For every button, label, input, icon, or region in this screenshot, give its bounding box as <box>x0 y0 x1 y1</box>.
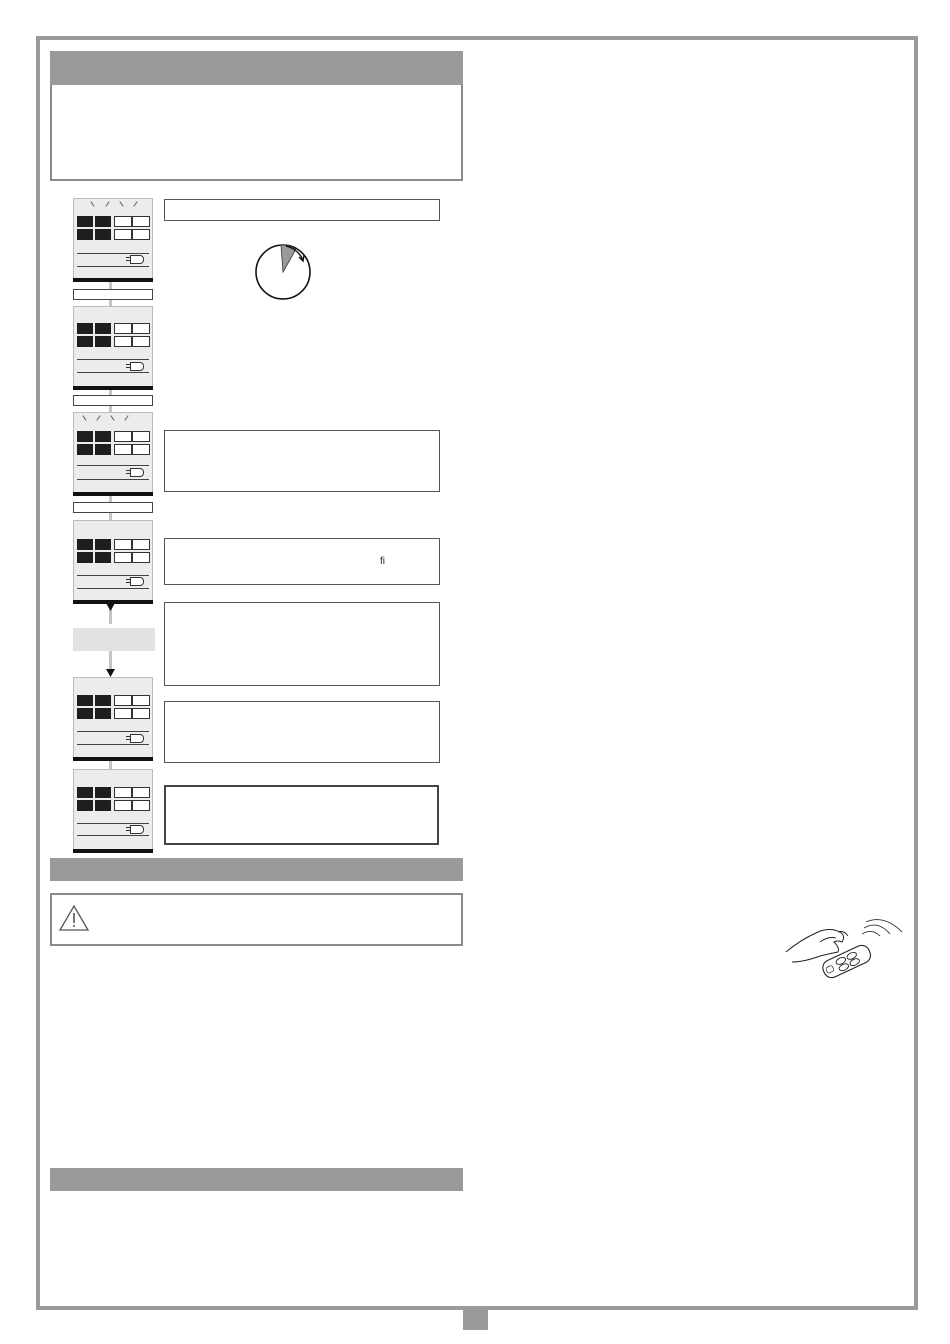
warning-triangle-icon <box>58 904 90 932</box>
instruction-box-6 <box>164 701 440 763</box>
flash-mark <box>105 201 109 206</box>
step-label-box-2 <box>73 395 153 406</box>
section-header-bar-2 <box>50 858 463 881</box>
control-panel-step-6 <box>73 769 153 853</box>
step-label-box-1 <box>73 289 153 300</box>
flash-mark <box>124 415 128 420</box>
plug-icon <box>130 362 144 371</box>
clock-timer-icon <box>252 240 316 304</box>
control-panel-step-3 <box>73 412 153 496</box>
flash-mark <box>110 415 114 420</box>
plug-icon <box>130 734 144 743</box>
page-number-tab <box>463 1306 488 1330</box>
intro-text-box <box>50 85 463 181</box>
warning-box <box>50 893 463 946</box>
plug-icon <box>130 825 144 834</box>
section-header-bar-3 <box>50 1168 463 1191</box>
plug-icon <box>130 577 144 586</box>
instruction-box-5 <box>164 602 440 686</box>
section-header-bar-1 <box>50 51 463 85</box>
instruction-box-7 <box>164 785 439 845</box>
control-panel-step-4 <box>73 520 153 604</box>
control-panel-step-5 <box>73 677 153 761</box>
flash-mark <box>82 415 86 420</box>
control-panel-step-1 <box>73 198 153 282</box>
flash-mark <box>133 201 137 206</box>
plug-icon <box>130 468 144 477</box>
step-label-box-3 <box>73 502 153 513</box>
step-placeholder-gray <box>73 628 155 651</box>
flash-mark <box>119 201 123 206</box>
fi-mark: fi <box>380 556 385 567</box>
arrow-down-icon <box>105 603 116 612</box>
instruction-box-4 <box>164 538 440 585</box>
remote-control-hand-icon <box>780 918 910 986</box>
plug-icon <box>130 255 144 264</box>
instruction-box-1 <box>164 199 440 221</box>
flash-mark <box>90 201 94 206</box>
flash-mark <box>96 415 100 420</box>
instruction-box-3 <box>164 430 440 492</box>
control-panel-step-2 <box>73 306 153 390</box>
